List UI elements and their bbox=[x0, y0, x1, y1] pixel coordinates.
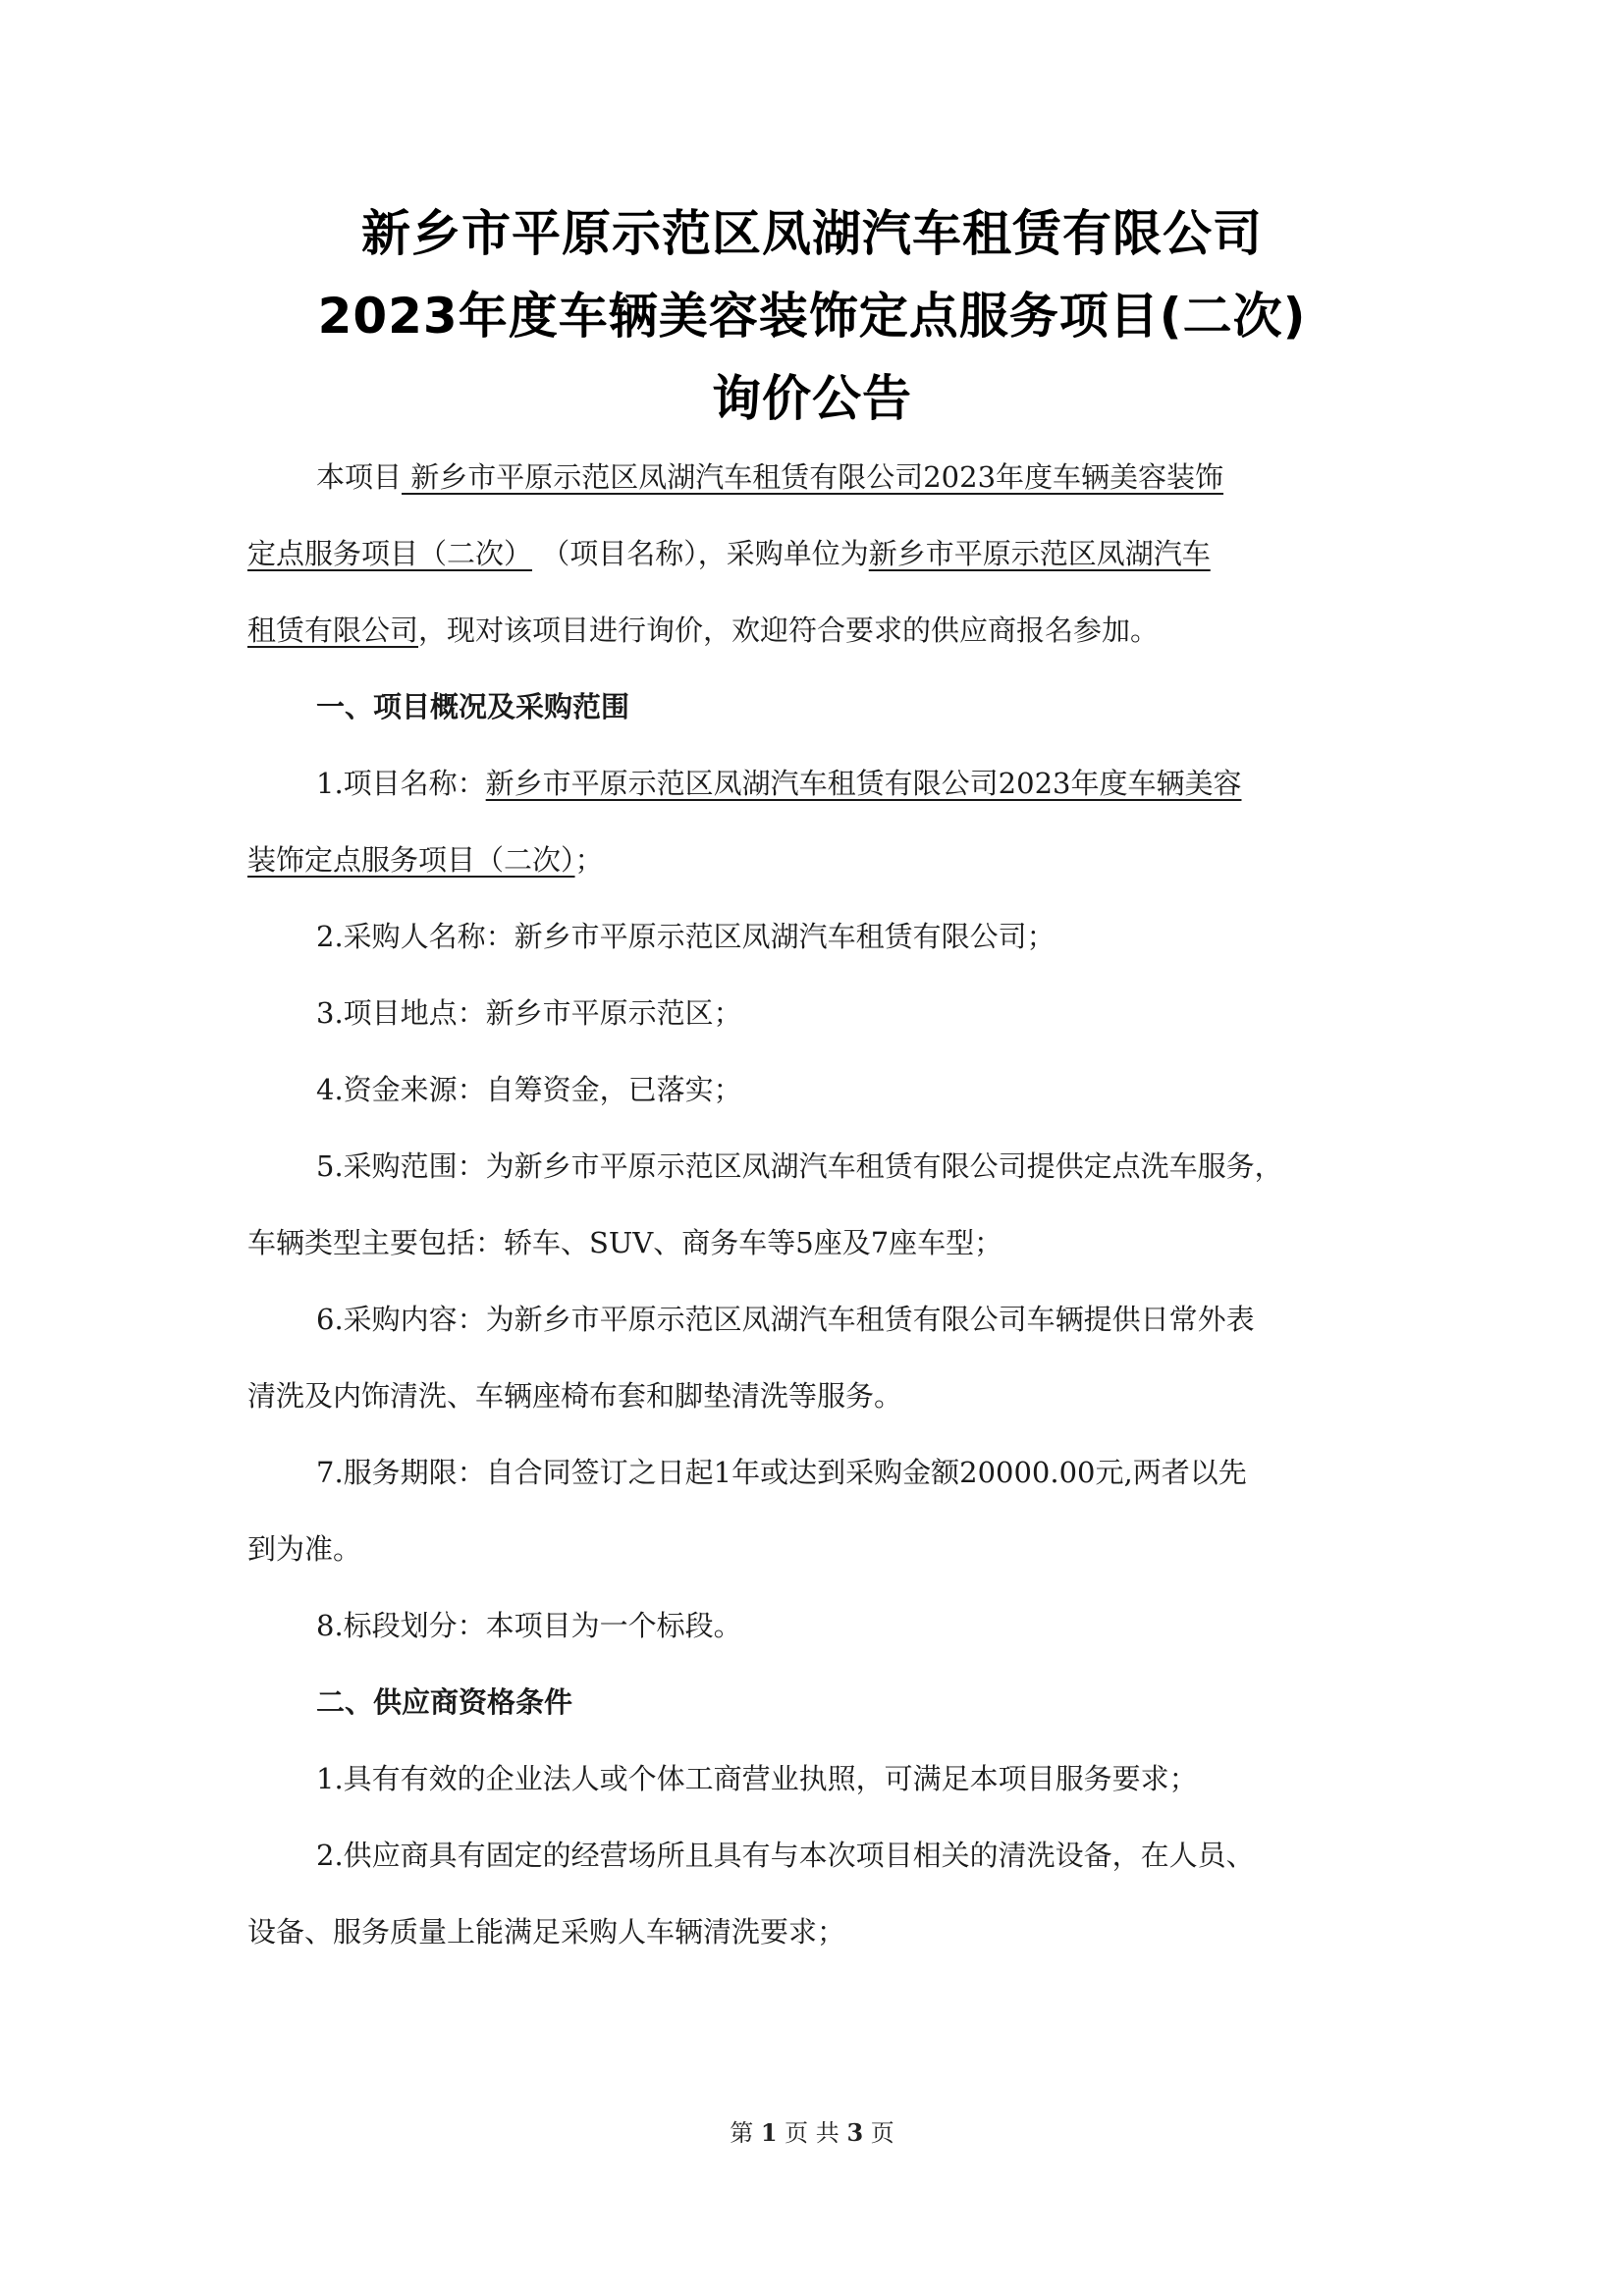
intro-line-3 bbox=[247, 611, 1159, 650]
title-line-3: 询价公告 bbox=[712, 370, 912, 427]
section1-item-8: 8.标段划分：本项目为一个标段。 bbox=[316, 1609, 742, 1642]
intro-middle: （项目名称），采购单位为 bbox=[532, 537, 869, 570]
intro-line-2 bbox=[247, 534, 1211, 573]
title-line-1: 新乡市平原示范区凤湖汽车租赁有限公司 bbox=[361, 205, 1263, 262]
section2-item-2: 2.供应商具有固定的经营场所且具有与本次项目相关的清洗设备，在人员、 bbox=[316, 1839, 1255, 1872]
footer-total-pages: 3 bbox=[846, 2118, 864, 2147]
purchaser-underlined-cont: 租赁有限公司 bbox=[247, 614, 419, 647]
section1-item-6: 6.采购内容：为新乡市平原示范区凤湖汽车租赁有限公司车辆提供日常外表 bbox=[316, 1303, 1255, 1336]
section1-item-6-cont: 清洗及内饰清洗、车辆座椅布套和脚垫清洗等服务。 bbox=[247, 1379, 903, 1413]
intro-line-1 bbox=[316, 457, 1223, 497]
intro-suffix: ，现对该项目进行询价，欢迎符合要求的供应商报名参加。 bbox=[418, 614, 1160, 647]
section1-item-4: 4.资金来源：自筹资金，已落实； bbox=[316, 1073, 742, 1106]
section1-item-7-cont: 到为准。 bbox=[247, 1532, 362, 1566]
page-footer bbox=[0, 2113, 1624, 2148]
section1-item-1-cont bbox=[247, 840, 604, 880]
item-1-value-cont: 装饰定点服务项目（二次） bbox=[247, 843, 575, 877]
section1-heading: 一、项目概况及采购范围 bbox=[316, 690, 630, 723]
footer-suffix: 页 bbox=[870, 2119, 894, 2147]
project-name-underlined-cont: 定点服务项目（二次） bbox=[247, 537, 533, 570]
section2-item-1: 1.具有有效的企业法人或个体工商营业执照，可满足本项目服务要求； bbox=[316, 1762, 1198, 1795]
footer-prefix: 第 bbox=[730, 2119, 754, 2147]
footer-page-number: 1 bbox=[760, 2118, 778, 2147]
purchaser-underlined: 新乡市平原示范区凤湖汽车 bbox=[868, 537, 1211, 570]
project-name-underlined: 新乡市平原示范区凤湖汽车租赁有限公司2023年度车辆美容装饰 bbox=[402, 460, 1224, 494]
section1-item-2: 2.采购人名称：新乡市平原示范区凤湖汽车租赁有限公司； bbox=[316, 920, 1056, 953]
intro-prefix: 本项目 bbox=[316, 460, 403, 494]
item-1-end: ； bbox=[574, 843, 604, 877]
item-1-label: 1.项目名称： bbox=[316, 767, 486, 800]
item-1-value: 新乡市平原示范区凤湖汽车租赁有限公司2023年度车辆美容 bbox=[485, 767, 1242, 800]
footer-middle: 页 共 bbox=[785, 2119, 839, 2147]
section2-item-2-cont: 设备、服务质量上能满足采购人车辆清洗要求； bbox=[247, 1915, 846, 1949]
section2-heading: 二、供应商资格条件 bbox=[316, 1685, 573, 1719]
section1-item-5-cont: 车辆类型主要包括：轿车、SUV、商务车等5座及7座车型； bbox=[247, 1226, 1003, 1259]
section1-item-3: 3.项目地点：新乡市平原示范区； bbox=[316, 996, 742, 1030]
section1-item-7: 7.服务期限：自合同签订之日起1年或达到采购金额20000.00元,两者以先 bbox=[316, 1456, 1247, 1489]
section1-item-1 bbox=[316, 764, 1241, 803]
title-line-2: 2023年度车辆美容装饰定点服务项目(二次) bbox=[317, 288, 1307, 345]
section1-item-5: 5.采购范围：为新乡市平原示范区凤湖汽车租赁有限公司提供定点洗车服务， bbox=[316, 1149, 1283, 1183]
